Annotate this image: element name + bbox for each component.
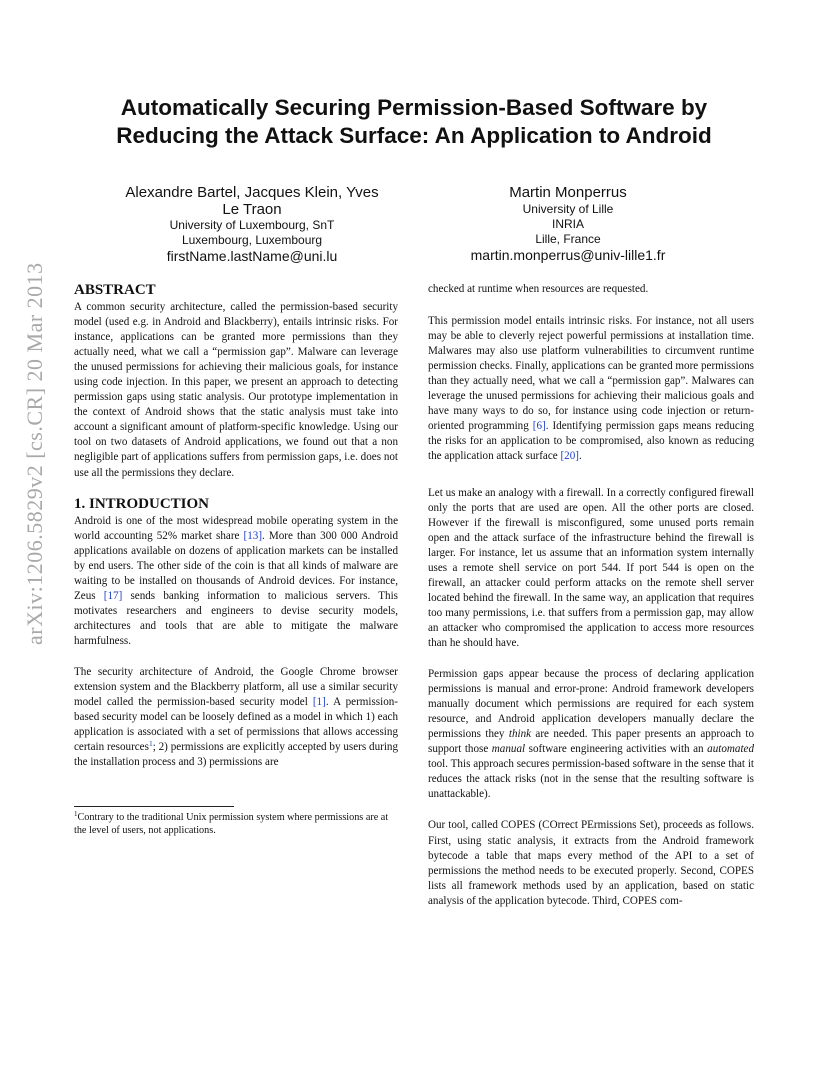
right-p4-text-c: software engineering activities with an — [525, 743, 708, 756]
right-p2-text-b: . Identifying permission gaps means reducing the risks for an application to be compromised, also known as reducing the application attack surface — [428, 420, 754, 463]
right-paragraph-3: Let us make an analogy with a firewall. In a correctly configured firewall only the ports that are used are open. All the other ports are closed. However if the firewall is misconfigured, some unused ports remain open and the attack surface of the infrastructure behind the firewall is larger. For instance, let us assume that an information system internally uses a remote shell service on port 544. If port 544 is open on the firewall, an attacker could perform attacks on the remote shell server located behind the firewall. In the same way, an application that requires too many permissions, i.e. that suffers from a permission gap, may allow an attacker who compromised the application to access more resources than he should have. — [428, 486, 754, 649]
author-block-1 — [110, 185, 394, 265]
right-p4-italic-3: automated — [707, 743, 754, 756]
author-affiliation-2a: University of Lille — [522, 201, 614, 216]
author-affiliation-1a: University of Luxembourg, SnT — [169, 218, 335, 232]
intro-p1-text-b: . More than 300 000 Android applications available on dozens of application markets can be installed by end users. The other side of the coin is that all kinds of malware are waiting to be installed on thousands of Android devices. For instance, Zeus — [74, 529, 398, 602]
author-block-2 — [436, 185, 700, 264]
footnote — [74, 811, 398, 837]
right-p4-text-b: are needed. This paper presents an approach to support those — [428, 728, 755, 756]
intro-p2-text-a: The security architecture of Android, the Google Chrome browser extension system and the Blackberry platform, all use a similar security model called the permission-based security model — [74, 665, 398, 709]
introduction-heading: 1. INTRODUCTION — [74, 495, 210, 512]
right-p2-text-a: This permission model entails intrinsic risks. For instance, not all users may be able to cleverly reject powerful permissions at installation time. Malwares may also use platform vulnerabilities to circumvent runtime permission checks. Finally, applications can be granted more permissions than they actually need, what we call a “permission gap”. Malwares can leverage the unused permissions for achieving their malicious goals and have many ways to do so, for instance using code injection or return-oriented programming — [428, 315, 754, 433]
citation-link[interactable]: [6] — [532, 420, 546, 433]
footnote-text: Contrary to the traditional Unix permission system where permissions are at the level of users, not applications. — [74, 812, 389, 836]
right-p4-text-d: tool. This approach secures permission-based software in the sense that it reduces the attack risks (not in the sense that the resulting software is unattackable). — [428, 758, 754, 801]
author-affiliation-1b: Luxembourg, Luxembourg — [181, 233, 323, 247]
left-column — [74, 282, 398, 770]
citation-link[interactable]: [17] — [103, 589, 123, 602]
author-email-2: martin.monperrus@univ-lille1.fr — [470, 246, 666, 263]
arxiv-identifier: arXiv:1206.5829v2 [cs.CR] 20 Mar 2013 — [22, 262, 47, 645]
abstract-text: A common security architecture, called the permission-based security model (used e.g. in Android and Blackberry), entails intrinsic risks. For instance, applications can be granted more permissions than they actually need, what we call a “permission gap”. Malware can leverage the unused permissions for achieving their malicious goals, for instance using code injection. In this paper, we present an approach to detecting permission gaps using static analysis. Our prototype implementation in the context of Android shows that the static analysis must take into account a significant amount of platform-specific knowledge. Using our tool on two datasets of Android applications, we found out that a non negligible part of applications suffers from permission gaps, i.e. does not use all the permissions they declare. — [74, 301, 398, 479]
footnote-mark: 1 — [74, 810, 78, 818]
author-names-1 — [110, 185, 394, 218]
author-affiliation-2b: INRIA — [551, 216, 584, 231]
right-paragraph-1: checked at runtime when resources are requested. — [428, 283, 649, 295]
author-names-line-1: Alexandre Bartel, Jacques Klein, Yves — [125, 184, 379, 201]
intro-paragraph-2 — [74, 665, 398, 770]
author-affiliation-2c: Lille, France — [535, 231, 601, 246]
citation-link[interactable]: [1] — [312, 696, 326, 709]
intro-paragraph-1 — [74, 514, 398, 649]
citation-link[interactable]: [20] — [560, 450, 579, 463]
title-line-1: Automatically Securing Permission-Based Software by — [120, 95, 708, 120]
author-names-line-2: Le Traon — [222, 200, 282, 218]
title-line-2: Reducing the Attack Surface: An Application to Android — [116, 123, 712, 148]
right-column — [428, 282, 754, 909]
right-p4-italic-2: manual — [491, 743, 526, 756]
right-p4-italic-1: think — [508, 728, 532, 741]
right-paragraph-2 — [428, 314, 754, 464]
right-p2-text-c: . — [578, 450, 582, 463]
citation-link[interactable]: [13] — [243, 529, 263, 542]
intro-p2-text-b: . A permission-based security model can be loosely defined as a model in which 1) each application is associated with a set of permissions that allows accessing certain resources — [74, 696, 398, 754]
footnote-divider — [74, 806, 234, 807]
right-paragraph-5: Our tool, called COPES (COrrect PErmissions Set), proceeds as follows. First, using static analysis, it extracts from the Android framework bytecode a table that maps every method of the API to a set of permissions the method needs to be executed properly. Second, COPES lists all framework methods used by an application, based on static analysis of the application bytecode. Third, COPES com- — [428, 819, 754, 907]
author-name-2: Martin Monperrus — [509, 184, 627, 201]
intro-p2-text-c: ; 2) permissions are explicitly accepted by users during the installation process and 3) permissions are — [74, 741, 398, 769]
intro-p1-text-c: sends banking information to malicious servers. This motivates researchers and engineers to devise security models, architectures and tools that are able to mitigate the malware harmfulness. — [74, 589, 398, 647]
footnote-link[interactable]: 1 — [148, 739, 153, 749]
right-p4-text-a: Permission gaps appear because the process of declaring application permissions is manual and error-prone: Android framework developers manually document which permissions are required for each system resource, and Android application developers manually declare the permissions they — [428, 668, 754, 741]
intro-p1-text-a: Android is one of the most widespread mobile operating system in the world accounting 52% market share — [74, 514, 398, 542]
paper-title — [70, 94, 758, 150]
abstract-heading: ABSTRACT — [74, 282, 156, 298]
right-paragraph-4 — [428, 667, 754, 802]
author-email-1: firstName.lastName@uni.lu — [166, 248, 338, 264]
